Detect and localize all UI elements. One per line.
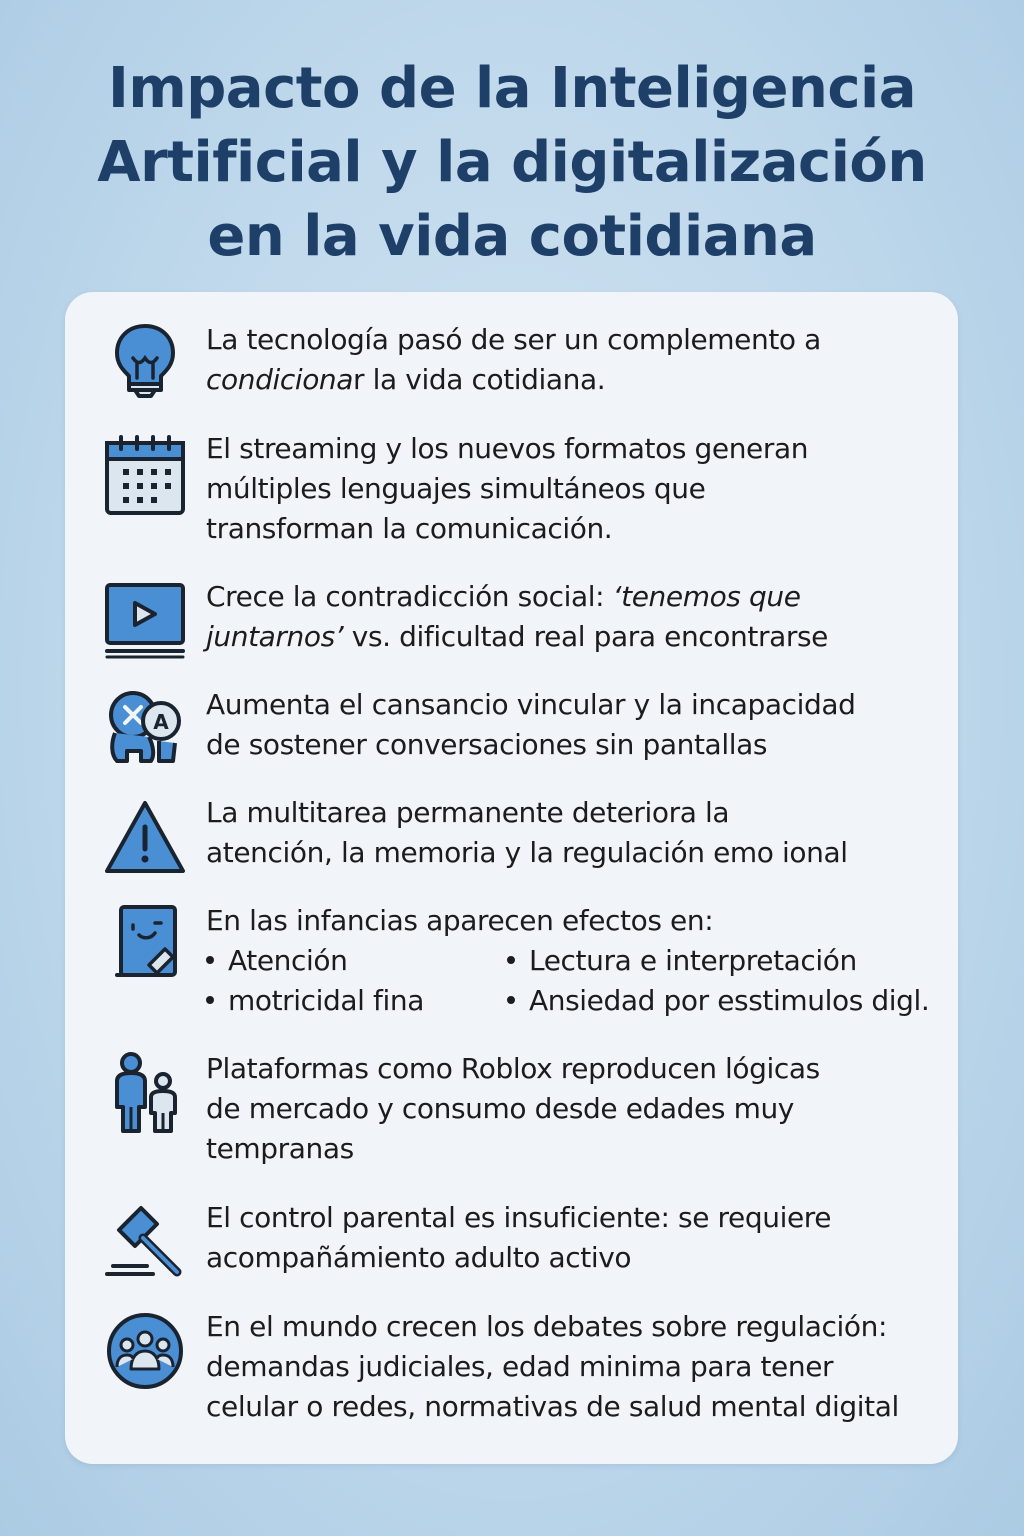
bullet-text: Atención: [228, 944, 348, 977]
item-text: [206, 577, 951, 657]
item-line-2: atención, la memoria y la regulación emo ional: [206, 836, 848, 869]
item-line-1: En el mundo crecen los debates sobre regulación:: [206, 1310, 888, 1343]
bullet-text: motricidal fina: [228, 984, 425, 1017]
gavel-icon: [103, 1200, 187, 1284]
title-line-3: en la vida cotidiana: [207, 204, 817, 269]
video-play-icon: [103, 579, 187, 663]
item-line-2: [206, 617, 951, 657]
tablet-pencil-icon: [103, 903, 187, 987]
item-text: [206, 901, 951, 941]
item-line-1: Plataformas como Roblox reproducen lógicas: [206, 1052, 820, 1085]
warning-triangle-icon: [103, 797, 187, 881]
item-emphasis: condiciona: [206, 363, 354, 396]
item-text: [206, 793, 951, 873]
bullet-item: [507, 941, 857, 981]
parent-child-icon: [103, 1051, 187, 1135]
item-text: [206, 320, 951, 400]
item-quote-start: ‘tenemos que: [612, 580, 801, 613]
bullet-dot: [206, 956, 214, 964]
item-line-2: acompañámiento adulto activo: [206, 1241, 632, 1274]
item-quote-end: juntarnos’: [206, 620, 344, 653]
item-text: [206, 1198, 951, 1278]
speech-bubbles-icon: [103, 685, 187, 769]
item-line-1: Aumenta el cansancio vincular y la incapacidad: [206, 688, 856, 721]
bullet-item: [206, 981, 424, 1021]
item-line-2: demandas judiciales, edad minima para tener: [206, 1350, 834, 1383]
item-line-3: celular o redes, normativas de salud mental digital: [206, 1390, 899, 1423]
item-line-3: transforman la comunicación.: [206, 512, 613, 545]
item-line-2: [206, 360, 951, 400]
item-line-1: El control parental es insuficiente: se requiere: [206, 1201, 832, 1234]
item-line-2-rest: r la vida cotidiana.: [353, 363, 606, 396]
item-line-2: de sostener conversaciones sin pantallas: [206, 728, 768, 761]
page-title: [40, 52, 984, 274]
group-people-icon: [103, 1309, 187, 1393]
item-line-1: La tecnología pasó de ser un complemento a: [206, 323, 821, 356]
content-card: [65, 292, 958, 1464]
item-line-2-rest: vs. dificultad real para encontrarse: [343, 620, 828, 653]
title-line-1: Impacto de la Inteligencia: [108, 56, 916, 121]
bullet-item: [507, 981, 929, 1021]
item-line-1: El streaming y los nuevos formatos generan: [206, 432, 809, 465]
item-line-1: La multitarea permanente deteriora la: [206, 796, 730, 829]
item-line-1: En las infancias aparecen efectos en:: [206, 904, 714, 937]
item-line-1-start: Crece la contradicción social:: [206, 580, 613, 613]
item-text: [206, 429, 951, 549]
calendar-icon: [103, 433, 187, 517]
lightbulb-icon: [103, 318, 187, 402]
item-line-2: múltiples lenguajes simultáneos que: [206, 472, 706, 505]
item-text: [206, 1049, 951, 1169]
bullet-item: [206, 941, 347, 981]
item-text: [206, 1307, 951, 1427]
bullet-text: Ansiedad por esstimulos digl.: [529, 984, 930, 1017]
bullet-dot: [507, 996, 515, 1004]
svg-text:A: A: [153, 710, 169, 734]
bullet-text: Lectura e interpretación: [529, 944, 857, 977]
bullet-dot: [507, 956, 515, 964]
item-text: [206, 685, 951, 765]
item-line-2: de mercado y consumo desde edades muy: [206, 1092, 794, 1125]
bullet-dot: [206, 996, 214, 1004]
item-line-3: tempranas: [206, 1132, 354, 1165]
title-line-2: Artificial y la digitalización: [97, 130, 927, 195]
item-line-1: [206, 577, 951, 617]
